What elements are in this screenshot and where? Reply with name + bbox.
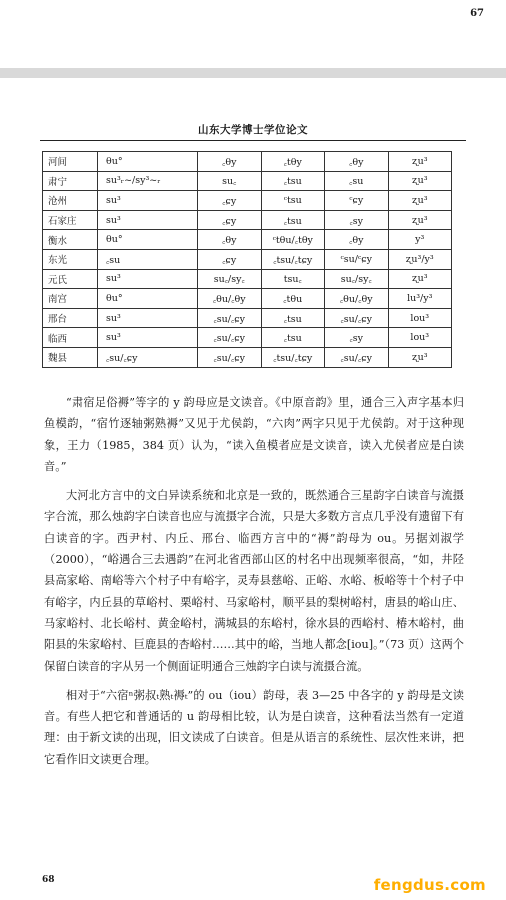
table-row xyxy=(43,328,452,348)
table-cell: ᶜtθu/꜀tθy xyxy=(261,230,325,250)
table-cell: su꜀ xyxy=(198,171,262,191)
table-cell: ꜀tsu xyxy=(261,171,325,191)
previous-page-number: 67 xyxy=(470,8,484,19)
paragraph-1: “肃宿足俗褥”等字的 y 韵母应是文读音。《中原音韵》里，通合三入声字基本归鱼模韵，“宿竹逐轴粥熟褥”又见于尤侯韵，“六肉”两字只见于尤侯韵。对于这种现象，王力（1985，384 页）认为，“读入鱼模者应是文读音，读入尤侯者应是白读音。” xyxy=(44,396,464,473)
place-name-cell: 临西 xyxy=(43,328,98,348)
table-cell: ʐu³ xyxy=(388,269,452,289)
table-cell: ꜀ɕy xyxy=(198,249,262,269)
table-row xyxy=(43,210,452,230)
table-row xyxy=(43,289,452,309)
place-name-cell: 邢台 xyxy=(43,308,98,328)
table-cell: ꜀sy xyxy=(325,210,389,230)
body-text xyxy=(44,392,464,770)
table-row xyxy=(43,347,452,367)
table-cell: su³ xyxy=(98,191,198,211)
running-head-rule xyxy=(40,140,466,141)
table-cell: ꜀sy xyxy=(325,328,389,348)
table-cell: ᶜtsu xyxy=(261,191,325,211)
place-name-cell: 南宫 xyxy=(43,289,98,309)
table-cell: ʐu³/y³ xyxy=(388,249,452,269)
place-name-cell: 元氏 xyxy=(43,269,98,289)
place-name-cell: 石家庄 xyxy=(43,210,98,230)
table-cell: ꜀tsu xyxy=(261,210,325,230)
table-row xyxy=(43,230,452,250)
table-cell: ꜀tsu xyxy=(261,328,325,348)
table-row xyxy=(43,171,452,191)
table-cell: su³ xyxy=(98,210,198,230)
table-cell: su³ xyxy=(98,308,198,328)
table-cell: ʐu³ xyxy=(388,347,452,367)
table-cell: ʐu³ xyxy=(388,210,452,230)
table-cell: ꜀tsu/꜀tɕy xyxy=(261,249,325,269)
table-cell: ꜀θu/꜀θy xyxy=(198,289,262,309)
place-name-cell: 东光 xyxy=(43,249,98,269)
table-cell: su³ xyxy=(98,328,198,348)
table-cell: tsu꜀ xyxy=(261,269,325,289)
thesis-page xyxy=(0,78,506,900)
place-name-cell: 衡水 xyxy=(43,230,98,250)
table-cell: ʐu³ xyxy=(388,191,452,211)
watermark: fengdus.com xyxy=(373,876,486,894)
dialect-pronunciation-table xyxy=(42,151,452,368)
table-cell: ᶜsu/ᶜɕy xyxy=(325,249,389,269)
table-cell: θu° xyxy=(98,230,198,250)
table-cell: lou³ xyxy=(388,328,452,348)
table-cell: su³ᵣ~/sy³~ᵣ xyxy=(98,171,198,191)
previous-page-bottom xyxy=(0,0,506,68)
table-cell: y³ xyxy=(388,230,452,250)
place-name-cell: 沧州 xyxy=(43,191,98,211)
table-cell: θu° xyxy=(98,289,198,309)
table-cell: ꜀su/꜀ɕy xyxy=(198,328,262,348)
table-row xyxy=(43,249,452,269)
table-cell: ꜀su/꜀ɕy xyxy=(198,308,262,328)
table-cell: ꜀tsu xyxy=(261,308,325,328)
page-divider xyxy=(0,68,506,78)
table-cell: ꜀θy xyxy=(325,230,389,250)
table-cell: ᶜɕy xyxy=(325,191,389,211)
table-cell: ꜀su/꜀ɕy xyxy=(198,347,262,367)
table-cell: ꜀su xyxy=(98,249,198,269)
running-head: 山东大学博士学位论文 xyxy=(198,124,308,136)
table-cell: lou³ xyxy=(388,308,452,328)
table-row xyxy=(43,308,452,328)
table-cell: ꜀su xyxy=(325,171,389,191)
place-name-cell: 河间 xyxy=(43,152,98,172)
table-cell: ʐu³ xyxy=(388,152,452,172)
table-row xyxy=(43,152,452,172)
table-cell: ꜀tsu/꜀tɕy xyxy=(261,347,325,367)
table-cell: ꜀θy xyxy=(198,230,262,250)
table-cell: θu° xyxy=(98,152,198,172)
place-name-cell: 肃宁 xyxy=(43,171,98,191)
table-cell: ꜀ɕy xyxy=(198,210,262,230)
table-cell: ꜀θu/꜀θy xyxy=(325,289,389,309)
table-row xyxy=(43,269,452,289)
table-cell: su꜀/sy꜀ xyxy=(198,269,262,289)
table-cell: su³ xyxy=(98,269,198,289)
place-name-cell: 魏县 xyxy=(43,347,98,367)
table-cell: ꜀su/꜀ɕy xyxy=(98,347,198,367)
table-body xyxy=(43,152,452,368)
paragraph-3: 相对于“六宿ⁿ粥叔ₜ熟ₜ褥ₜ”的 ou（iou）韵母，表 3—25 中各字的 y 韵母是文读音。有些人把它和普通话的 u 韵母相比较，认为是白读音，这种看法当然有一定道理：由于新文读的出现，旧文读成了白读音。但是从语言的系统性、层次性来讲，把它看作旧文读更合理。 xyxy=(44,688,464,766)
page-number: 68 xyxy=(42,875,55,885)
table-cell: lu³/y³ xyxy=(388,289,452,309)
table-cell: ꜀ɕy xyxy=(198,191,262,211)
table-cell: ꜀su/꜀ɕy xyxy=(325,347,389,367)
table-cell: su꜀/sy꜀ xyxy=(325,269,389,289)
table-cell: ʐu³ xyxy=(388,171,452,191)
table-cell: ꜀su/꜀ɕy xyxy=(325,308,389,328)
table-row xyxy=(43,191,452,211)
table-cell: ꜀θy xyxy=(198,152,262,172)
table-cell: ꜀θy xyxy=(325,152,389,172)
paragraph-2: 大河北方言中的文白异读系统和北京是一致的，既然通合三星韵字白读音与流摄字合流，那么烛韵字白读音也应与流摄字合流，只是大多数方言点几乎没有遗留下有白读音的字。西尹村、内丘、邢台、临西方言中的“褥”韵母为 ou。另据刘淑学（2000），“峪遇合三去遇韵”在河北省西部山区的村名中出现频率很高，“如，井陉县高家峪、南峪等六个村子中有峪字，灵寿县慈峪、正峪、水峪、板峪等十个村子中有峪字，内丘县的草峪村、栗峪村、马家峪村，顺平县的梨树峪村，唐县的峪山庄、马家峪村、北长峪村、黄金峪村，满城县的东峪村，徐水县的西峪村、椿木峪村，曲阳县的朱家峪村、巨鹿县的杏峪村……其中的峪，当地人都念[iou]。”（73 页）这两个保留白读音的字从另一个侧面证明通合三烛韵字白读与流摄合流。 xyxy=(44,489,464,673)
table-cell: ꜀tθy xyxy=(261,152,325,172)
table-cell: ꜀tθu xyxy=(261,289,325,309)
